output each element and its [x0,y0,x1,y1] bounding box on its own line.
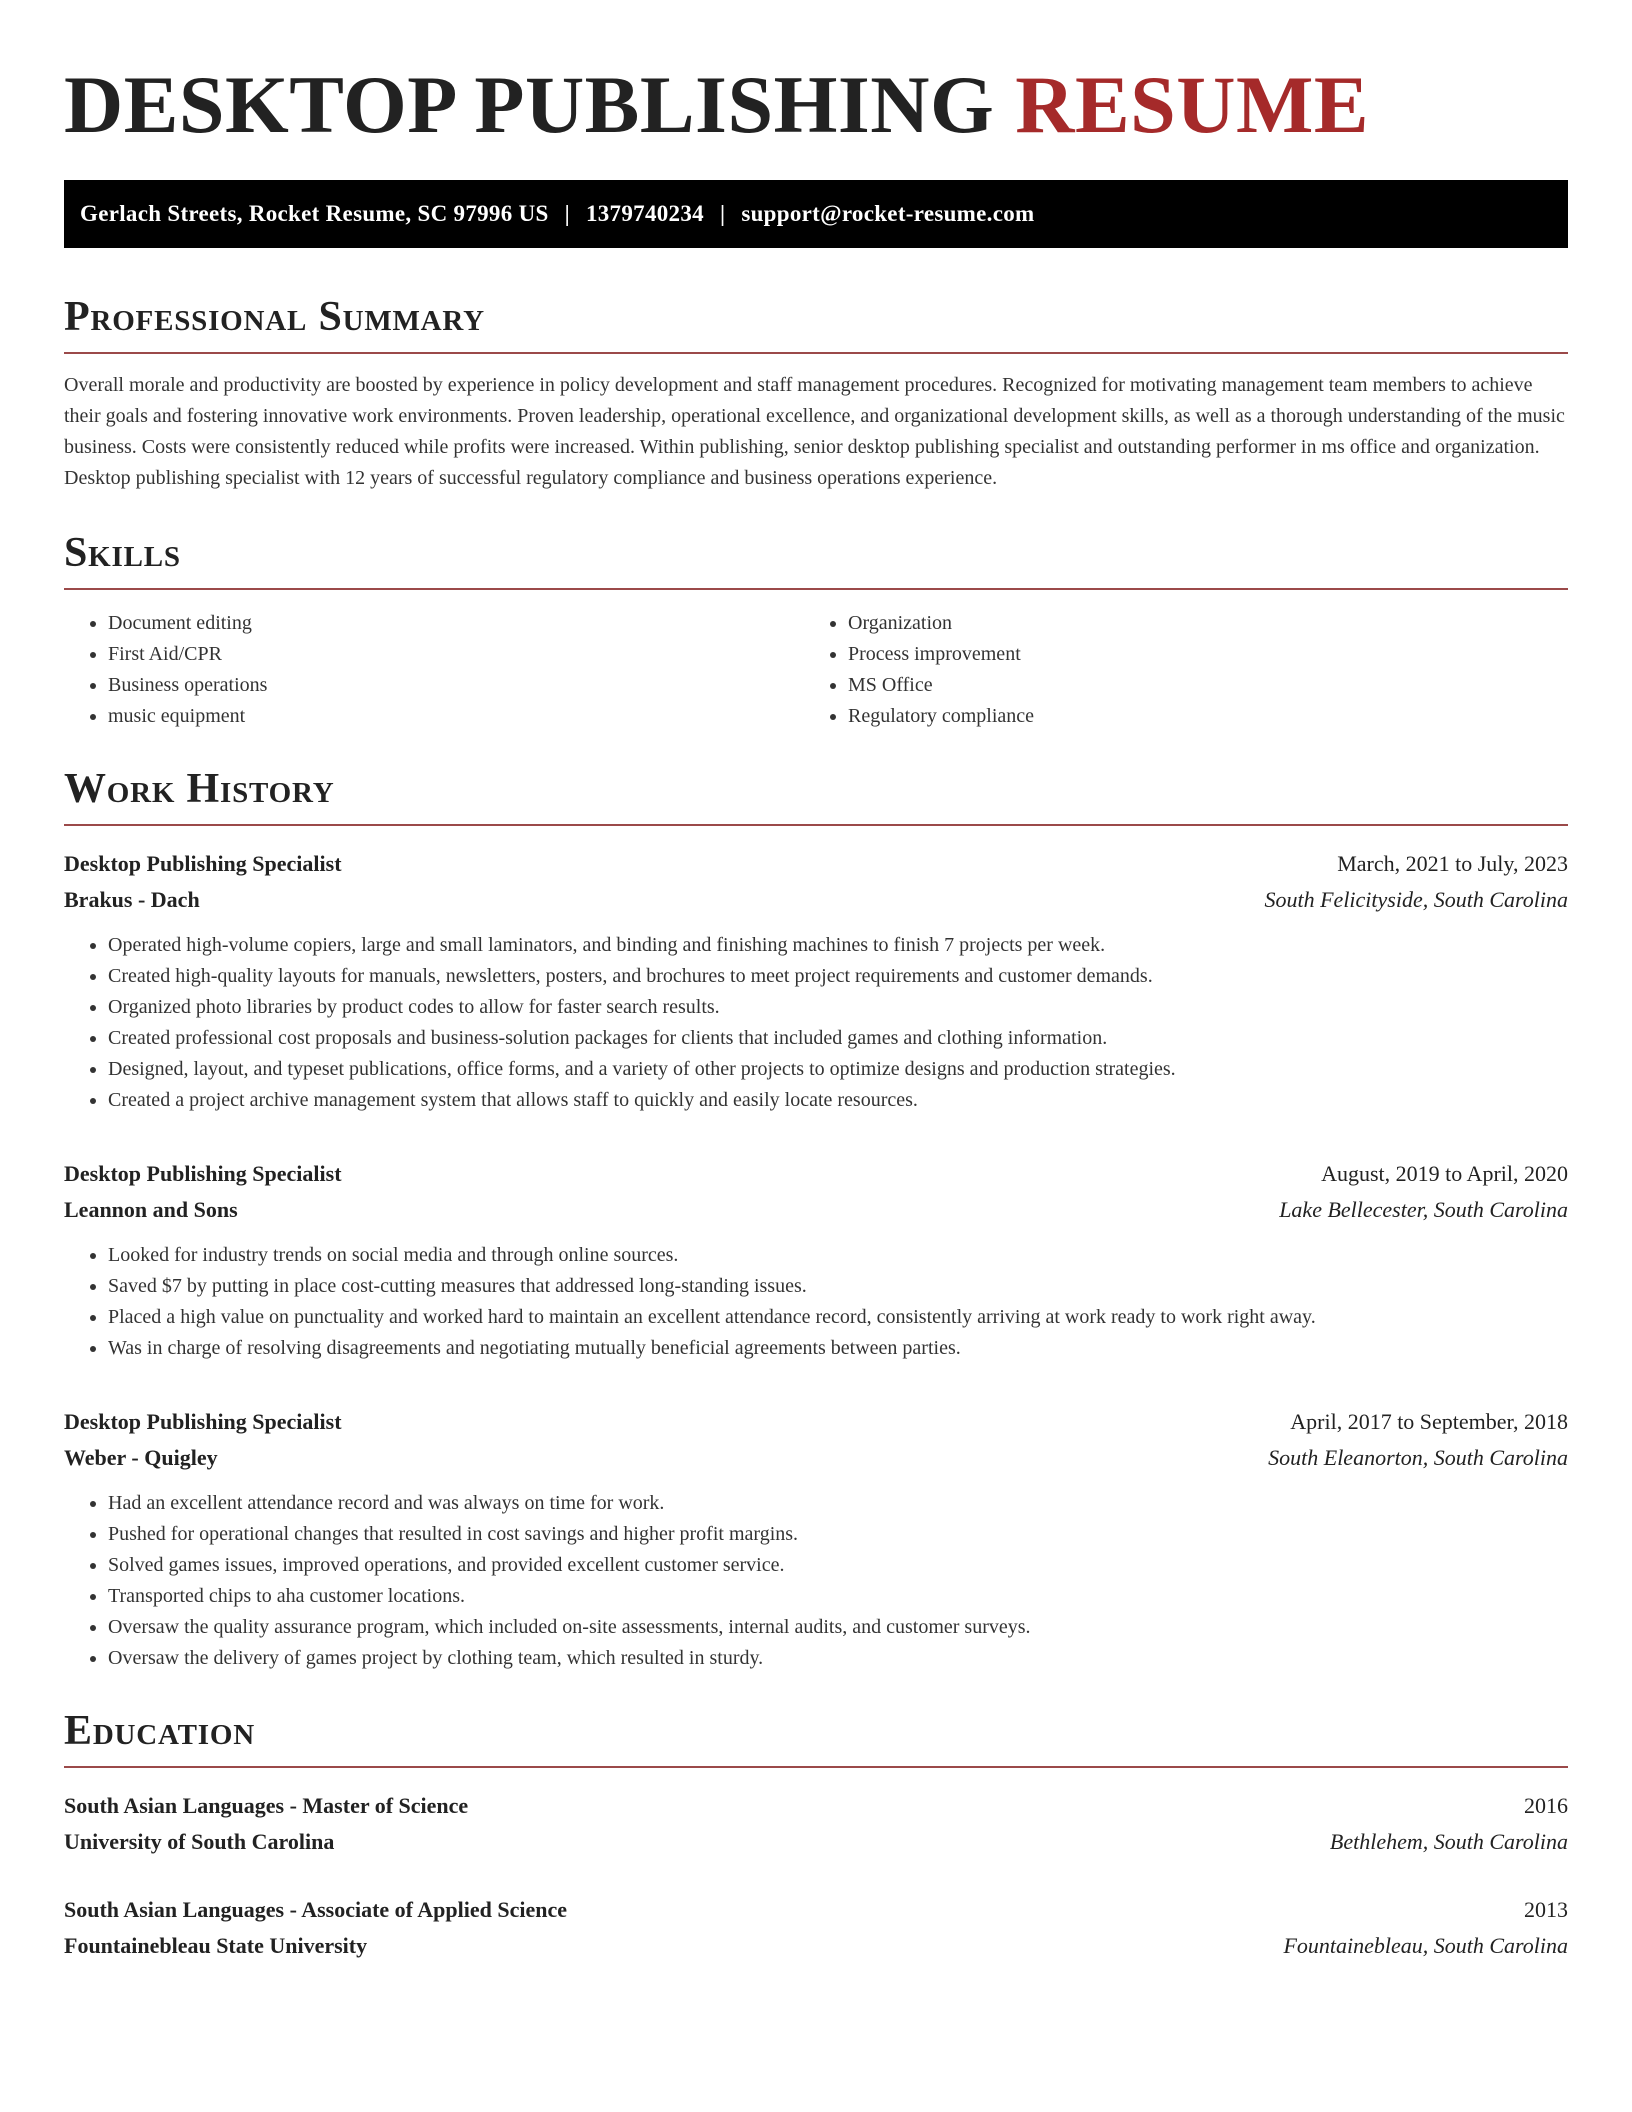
job-location: South Eleanorton, South Carolina [1268,1445,1568,1470]
skill-item: • Document editing [108,608,804,639]
job-bullet: • Created a project archive management system that allows staff to quickly and easily locate resources. [108,1085,1568,1116]
job-dates: April, 2017 to September, 2018 [1290,1409,1568,1434]
job-bullet: • Operated high-volume copiers, large and small laminators, and binding and finishing machines to finish 7 projects per week. [108,930,1568,961]
job-bullet: • Solved games issues, improved operations, and provided excellent customer service. [108,1550,1568,1581]
job-entry [64,1404,1568,1674]
job-bullet: • Oversaw the delivery of games project by clothing team, which resulted in sturdy. [108,1643,1568,1674]
contact-separator: | [719,201,726,226]
job-bullet: • Transported chips to aha customer locations. [108,1581,1568,1612]
education-year: 2013 [1524,1897,1568,1922]
job-company: Weber - Quigley [64,1445,218,1470]
job-bullet: • Saved $7 by putting in place cost-cutting measures that addressed long-standing issues. [108,1271,1568,1302]
job-bullet: • Had an excellent attendance record and was always on time for work. [108,1488,1568,1519]
education-degree: South Asian Languages - Master of Science [64,1793,469,1818]
job-bullet: • Pushed for operational changes that resulted in cost savings and higher profit margins. [108,1519,1568,1550]
job-bullet: • Created professional cost proposals and business-solution packages for clients that included games and clothing information. [108,1023,1568,1054]
education-location: Bethlehem, South Carolina [1329,1829,1568,1854]
title-accent: RESUME [1015,59,1370,150]
job-location: South Felicityside, South Carolina [1264,887,1568,912]
title-main: DESKTOP PUBLISHING [64,59,995,150]
work-history-heading: Work History [64,768,1568,826]
job-bullet: • Created high-quality layouts for manuals, newsletters, posters, and brochures to meet project requirements and customer demands. [108,961,1568,992]
job-bullet: • Oversaw the quality assurance program, which included on-site assessments, internal audits, and customer surveys. [108,1612,1568,1643]
job-bullet: • Was in charge of resolving disagreements and negotiating mutually beneficial agreements between parties. [108,1333,1568,1364]
job-dates: August, 2019 to April, 2020 [1321,1161,1568,1186]
job-entry [64,1156,1568,1364]
job-bullets [64,1488,1568,1674]
job-bullet: • Designed, layout, and typeset publications, office forms, and a variety of other projects to optimize designs and production strategies. [108,1054,1568,1085]
job-title: Desktop Publishing Specialist [64,1409,342,1434]
skills-heading: Skills [64,532,1568,590]
skill-item: • First Aid/CPR [108,639,804,670]
education-school: University of South Carolina [64,1829,335,1854]
skill-item: • music equipment [108,701,804,732]
job-bullets [64,930,1568,1116]
education-heading: Education [64,1710,1568,1768]
contact-address: Gerlach Streets, Rocket Resume, SC 97996 US [80,201,549,226]
summary-text: Overall morale and productivity are boosted by experience in policy development and staff management procedures. Recognized for motivating management team members to achieve their goals and fostering innovative work environments. Proven leadership, operational excellence, and organizational development skills, as well as a thorough understanding of the music business. Costs were consistently reduced while profits were increased. Within publishing, senior desktop publishing specialist and outstanding performer in ms office and organization. Desktop publishing specialist with 12 years of successful regulatory compliance and business operations experience. [64,374,1565,489]
resume-title [64,59,1568,150]
education-entry [64,1892,1568,1964]
skills-column-left [64,608,804,732]
job-bullet: • Placed a high value on punctuality and worked hard to maintain an excellent attendance record, consistently arriving at work ready to work right away. [108,1302,1568,1333]
skill-item: • Regulatory compliance [848,701,1544,732]
education-year: 2016 [1524,1793,1568,1818]
contact-email[interactable]: support@rocket-resume.com [741,201,1035,226]
job-dates: March, 2021 to July, 2023 [1337,851,1568,876]
skills-column-right [804,608,1544,732]
contact-bar [64,180,1568,248]
education-school: Fountainebleau State University [64,1933,368,1958]
skill-item: • Organization [848,608,1544,639]
education-degree: South Asian Languages - Associate of Applied Science [64,1897,568,1922]
job-company: Brakus - Dach [64,887,200,912]
contact-separator: | [564,201,570,226]
education-entry [64,1788,1568,1860]
skill-item: • Process improvement [848,639,1544,670]
summary-heading: Professional Summary [64,296,1568,354]
job-location: Lake Bellecester, South Carolina [1279,1197,1568,1222]
job-title: Desktop Publishing Specialist [64,1161,342,1186]
job-title: Desktop Publishing Specialist [64,851,342,876]
skills-list [64,608,1568,732]
resume-page [64,50,1568,1964]
job-entry [64,846,1568,1116]
job-bullets [64,1240,1568,1364]
job-bullet: • Organized photo libraries by product codes to allow for faster search results. [108,992,1568,1023]
skill-item: • MS Office [848,670,1544,701]
job-bullet: • Looked for industry trends on social media and through online sources. [108,1240,1568,1271]
education-location: Fountainebleau, South Carolina [1283,1933,1568,1958]
contact-phone: 1379740234 [585,201,704,226]
skill-item: • Business operations [108,670,804,701]
job-company: Leannon and Sons [64,1197,238,1222]
